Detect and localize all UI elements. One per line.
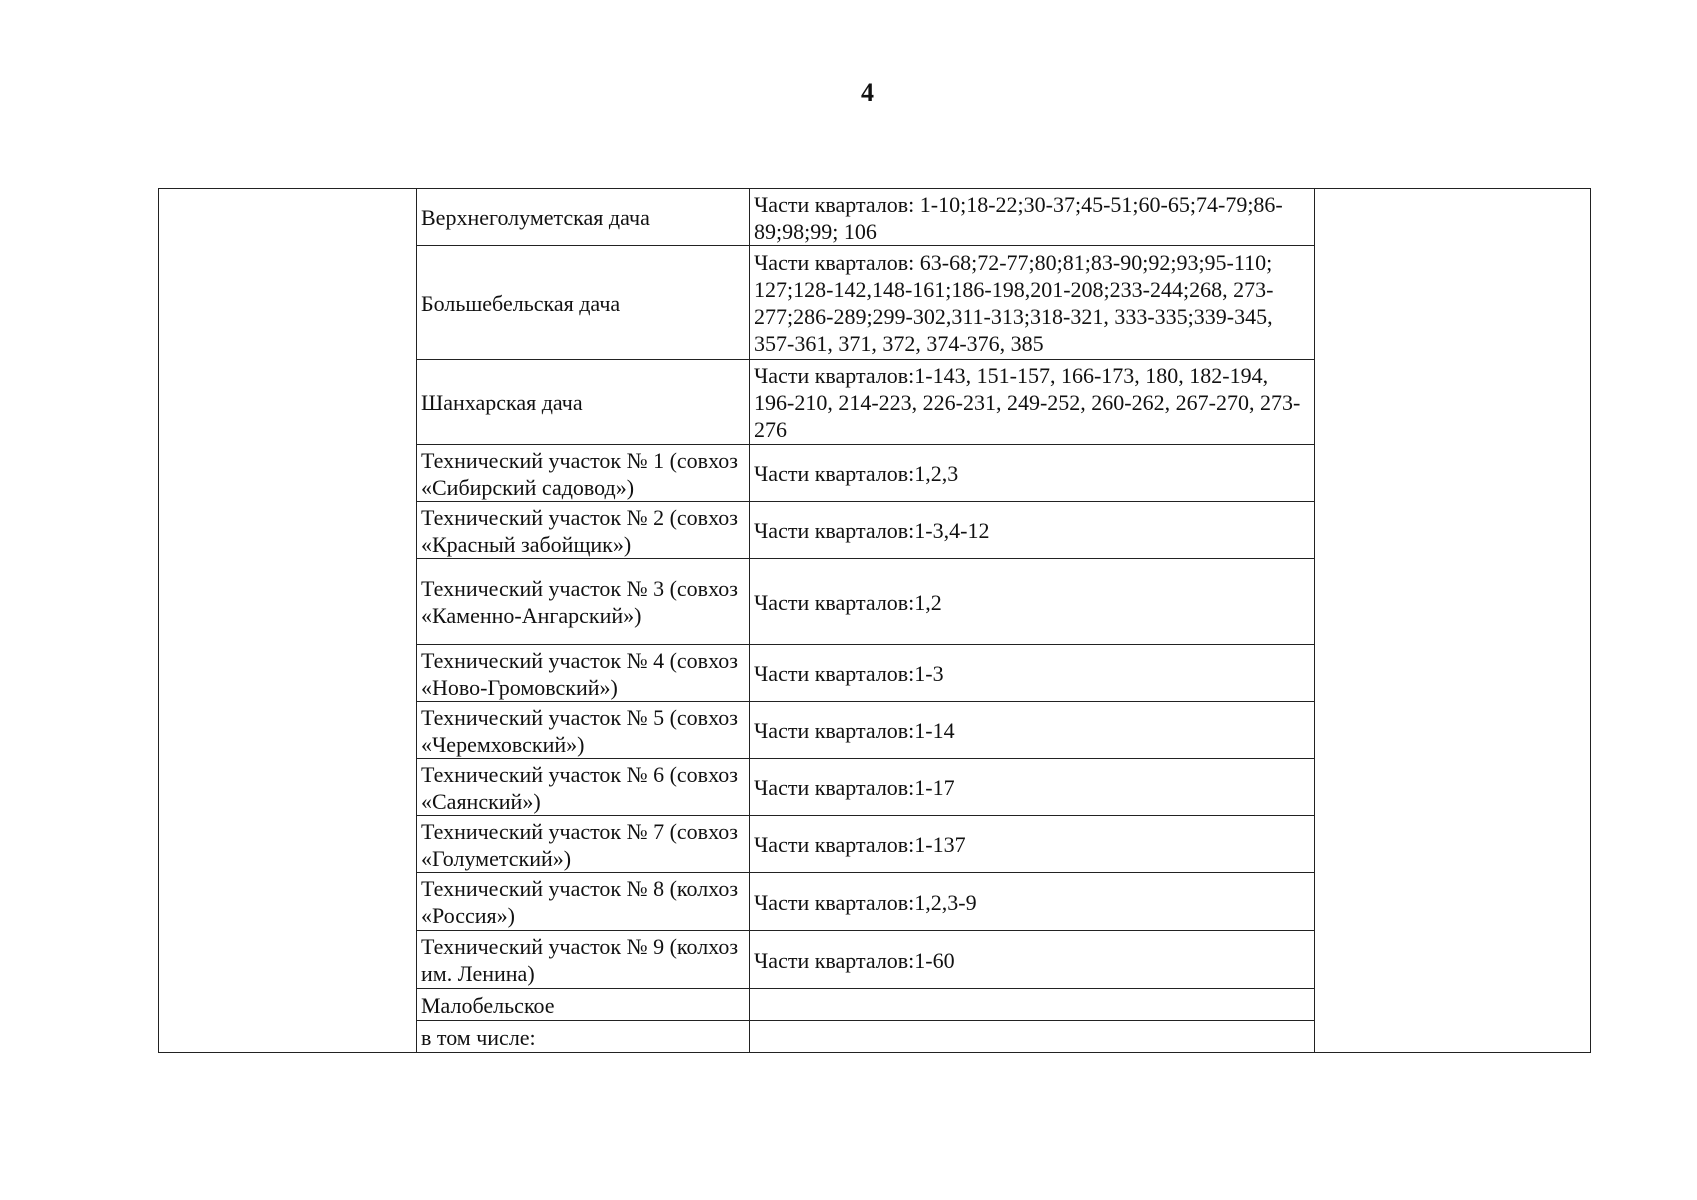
- quarters-cell: Части кварталов:1-137: [750, 816, 1315, 873]
- forestry-name-cell: Шанхарская дача: [417, 360, 750, 445]
- quarters-cell: Части кварталов:1,2,3: [750, 445, 1315, 502]
- forestry-name-cell: Технический участок № 2 (совхоз «Красный забойщик»): [417, 502, 750, 559]
- page-number: 4: [861, 78, 875, 107]
- forest-quarters-table: [158, 188, 1591, 1053]
- quarters-cell: Части кварталов:1,2: [750, 559, 1315, 645]
- quarters-cell: Части кварталов:1,2,3-9: [750, 873, 1315, 931]
- forestry-name-cell: Технический участок № 5 (совхоз «Черемховский»): [417, 702, 750, 759]
- forestry-name-cell: Технический участок № 3 (совхоз «Каменно-Ангарский»): [417, 559, 750, 645]
- forestry-name-cell: в том числе:: [417, 1021, 750, 1053]
- forestry-name-cell: Технический участок № 7 (совхоз «Голуметский»): [417, 816, 750, 873]
- quarters-cell: Части кварталов:1-3,4-12: [750, 502, 1315, 559]
- right-merged-cell: [1315, 189, 1591, 1053]
- forestry-name-cell: Верхнеголуметская дача: [417, 189, 750, 246]
- forestry-name-cell: Технический участок № 1 (совхоз «Сибирский садовод»): [417, 445, 750, 502]
- quarters-cell: Части кварталов:1-143, 151-157, 166-173, 180, 182-194, 196-210, 214-223, 226-231, 249-252, 260-262, 267-270, 273-276: [750, 360, 1315, 445]
- forestry-name-cell: Технический участок № 8 (колхоз «Россия»): [417, 873, 750, 931]
- quarters-cell: Части кварталов:1-14: [750, 702, 1315, 759]
- forestry-name-cell: Технический участок № 9 (колхоз им. Ленина): [417, 931, 750, 989]
- quarters-cell: Части кварталов:1-17: [750, 759, 1315, 816]
- quarters-cell: [750, 1021, 1315, 1053]
- quarters-cell: Части кварталов: 63-68;72-77;80;81;83-90;92;93;95-110; 127;128-142,148-161;186-198,201-208;233-244;268, 273-277;286-289;299-302,311-313;318-321, 333-335;339-345, 357-361, 371, 372, 374-376, 385: [750, 246, 1315, 360]
- left-merged-cell: [159, 189, 417, 1053]
- forestry-name-cell: Малобельское: [417, 989, 750, 1021]
- quarters-cell: [750, 989, 1315, 1021]
- forestry-name-cell: Большебельская дача: [417, 246, 750, 360]
- table-row: [159, 189, 1591, 246]
- quarters-cell: Части кварталов:1-3: [750, 645, 1315, 702]
- forestry-name-cell: Технический участок № 4 (совхоз «Ново-Громовский»): [417, 645, 750, 702]
- quarters-cell: Части кварталов:1-60: [750, 931, 1315, 989]
- quarters-cell: Части кварталов: 1-10;18-22;30-37;45-51;60-65;74-79;86-89;98;99; 106: [750, 189, 1315, 246]
- forestry-name-cell: Технический участок № 6 (совхоз «Саянский»): [417, 759, 750, 816]
